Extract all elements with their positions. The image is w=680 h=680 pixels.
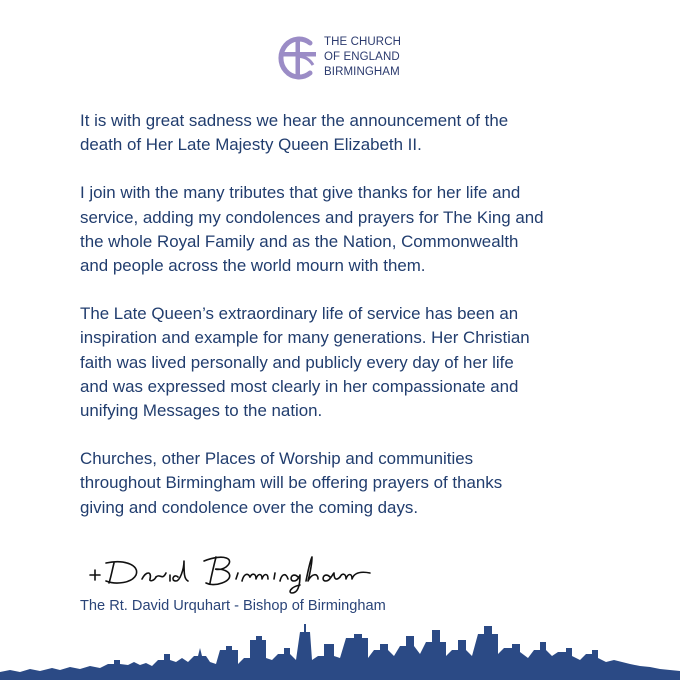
text-line: inspiration and example for many generations. Her Christian — [80, 328, 530, 348]
paragraph-3 — [80, 302, 620, 423]
text-line: throughout Birmingham will be offering prayers of thanks — [80, 473, 503, 493]
logo-line-2: OF ENGLAND — [324, 51, 400, 63]
text-line: Churches, other Places of Worship and communities — [80, 449, 474, 469]
church-of-england-logo — [276, 34, 426, 86]
logo-line-1: THE CHURCH — [324, 36, 402, 48]
text-line: and was expressed most clearly in her compassionate and — [80, 376, 519, 396]
text-line: It is with great sadness we hear the announcement of the — [80, 111, 509, 130]
text-line: unifying Messages to the nation. — [80, 401, 323, 421]
text-line: and people across the world mourn with them. — [80, 256, 426, 276]
text-line: service, adding my condolences and prayers for The King and — [80, 207, 544, 227]
text-line: giving and condolence over the coming days. — [80, 497, 419, 517]
logo-line-3: BIRMINGHAM — [324, 66, 400, 78]
text-line: The Late Queen’s extraordinary life of service has been an — [80, 304, 519, 324]
text-line: death of Her Late Majesty Queen Elizabeth II. — [80, 135, 422, 155]
signer-name: The Rt. David Urquhart - Bishop of Birmingham — [80, 598, 386, 614]
text-line: I join with the many tributes that give thanks for her life and — [80, 183, 521, 203]
handwritten-signature — [84, 551, 384, 595]
statement-body — [80, 109, 620, 544]
text-line: faith was lived personally and publicly every day of her life — [80, 352, 514, 372]
paragraph-1 — [80, 109, 620, 157]
logo-wordmark — [324, 35, 401, 80]
paragraph-4 — [80, 447, 620, 520]
birmingham-skyline-graphic — [0, 620, 680, 680]
text-line: the whole Royal Family and as the Nation, Commonwealth — [80, 231, 519, 251]
paragraph-2 — [80, 181, 620, 278]
cross-in-circle-icon — [276, 34, 320, 82]
